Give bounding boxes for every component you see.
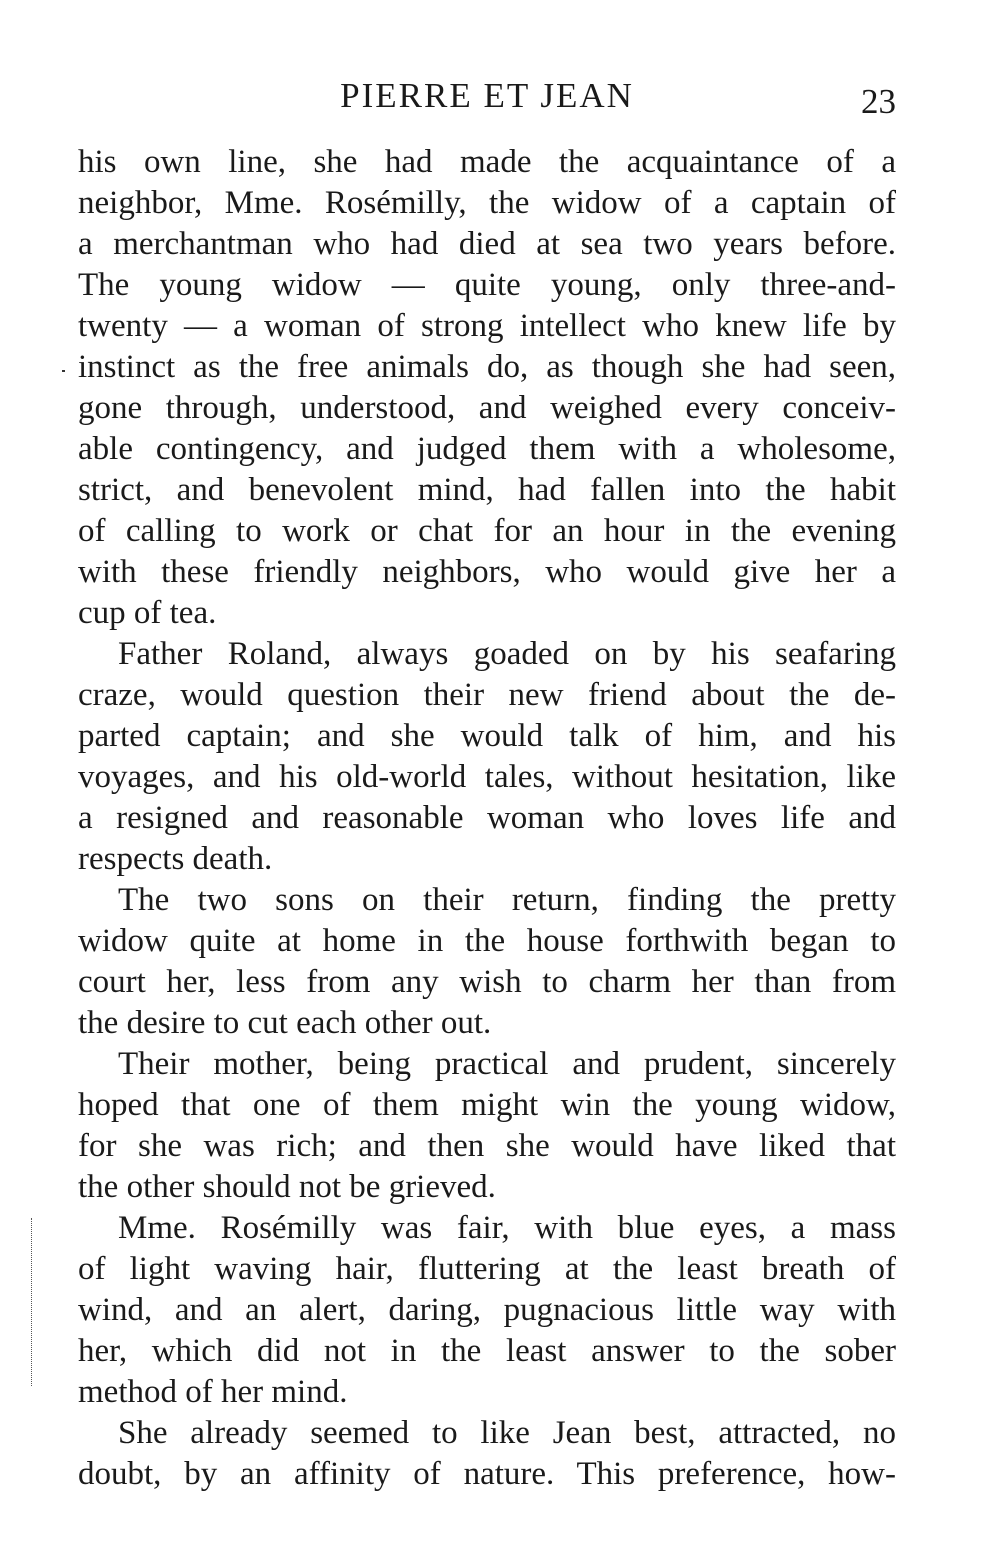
margin-rule bbox=[31, 1218, 33, 1386]
text-line: cup of tea. bbox=[78, 595, 217, 631]
text-line: his own line, she had made the acquaintance of a bbox=[78, 144, 896, 180]
text-line: of calling to work or chat for an hour in the evening bbox=[78, 513, 896, 549]
text-line: neighbor, Mme. Rosémilly, the widow of a captain of bbox=[78, 185, 896, 221]
text-line: voyages, and his old-world tales, without hesitation, like bbox=[78, 759, 896, 795]
text-line: Father Roland, always goaded on by his seafaring bbox=[118, 636, 896, 672]
running-head bbox=[78, 72, 896, 120]
text-line: respects death. bbox=[78, 841, 273, 877]
page-title: PIERRE ET JEAN bbox=[340, 76, 634, 115]
text-line: able contingency, and judged them with a wholesome, bbox=[78, 431, 896, 467]
text-line: her, which did not in the least answer to the sober bbox=[78, 1333, 896, 1369]
text-line: The young widow — quite young, only three-and- bbox=[78, 267, 896, 303]
paragraph-4 bbox=[78, 1044, 896, 1208]
text-line: of light waving hair, fluttering at the least breath of bbox=[78, 1251, 896, 1287]
text-line: twenty — a woman of strong intellect who knew life by bbox=[78, 308, 896, 344]
text-line: strict, and benevolent mind, had fallen into the habit bbox=[78, 472, 896, 508]
text-line: wind, and an alert, daring, pugnacious little way with bbox=[78, 1292, 896, 1328]
paragraph-2 bbox=[78, 634, 896, 880]
text-line: method of her mind. bbox=[78, 1374, 348, 1410]
paragraph-5 bbox=[78, 1208, 896, 1413]
text-line: parted captain; and she would talk of him, and his bbox=[78, 718, 896, 754]
text-line: widow quite at home in the house forthwith began to bbox=[78, 923, 896, 959]
text-line: court her, less from any wish to charm her than from bbox=[78, 964, 896, 1000]
text-line: gone through, understood, and weighed every conceiv- bbox=[78, 390, 896, 426]
text-line: a resigned and reasonable woman who loves life and bbox=[78, 800, 896, 836]
text-line: The two sons on their return, finding the pretty bbox=[118, 882, 896, 918]
text-line: with these friendly neighbors, who would give her a bbox=[78, 554, 896, 590]
paragraph-1 bbox=[78, 142, 896, 634]
text-line: She already seemed to like Jean best, attracted, no bbox=[118, 1415, 896, 1451]
text-line: hoped that one of them might win the young widow, bbox=[78, 1087, 896, 1123]
text-body bbox=[78, 142, 896, 1495]
paragraph-6 bbox=[78, 1413, 896, 1495]
page-number: 23 bbox=[861, 82, 896, 121]
text-line: the other should not be grieved. bbox=[78, 1169, 496, 1205]
text-line: Mme. Rosémilly was fair, with blue eyes, a mass bbox=[118, 1210, 896, 1246]
paragraph-3 bbox=[78, 880, 896, 1044]
text-line: Their mother, being practical and prudent, sincerely bbox=[118, 1046, 896, 1082]
text-line: craze, would question their new friend about the de- bbox=[78, 677, 896, 713]
margin-mark bbox=[62, 370, 65, 372]
text-line: for she was rich; and then she would have liked that bbox=[78, 1128, 896, 1164]
text-line: instinct as the free animals do, as though she had seen, bbox=[78, 349, 896, 385]
text-line: doubt, by an affinity of nature. This preference, how- bbox=[78, 1456, 896, 1492]
text-line: the desire to cut each other out. bbox=[78, 1005, 492, 1041]
text-line: a merchantman who had died at sea two years before. bbox=[78, 226, 896, 262]
